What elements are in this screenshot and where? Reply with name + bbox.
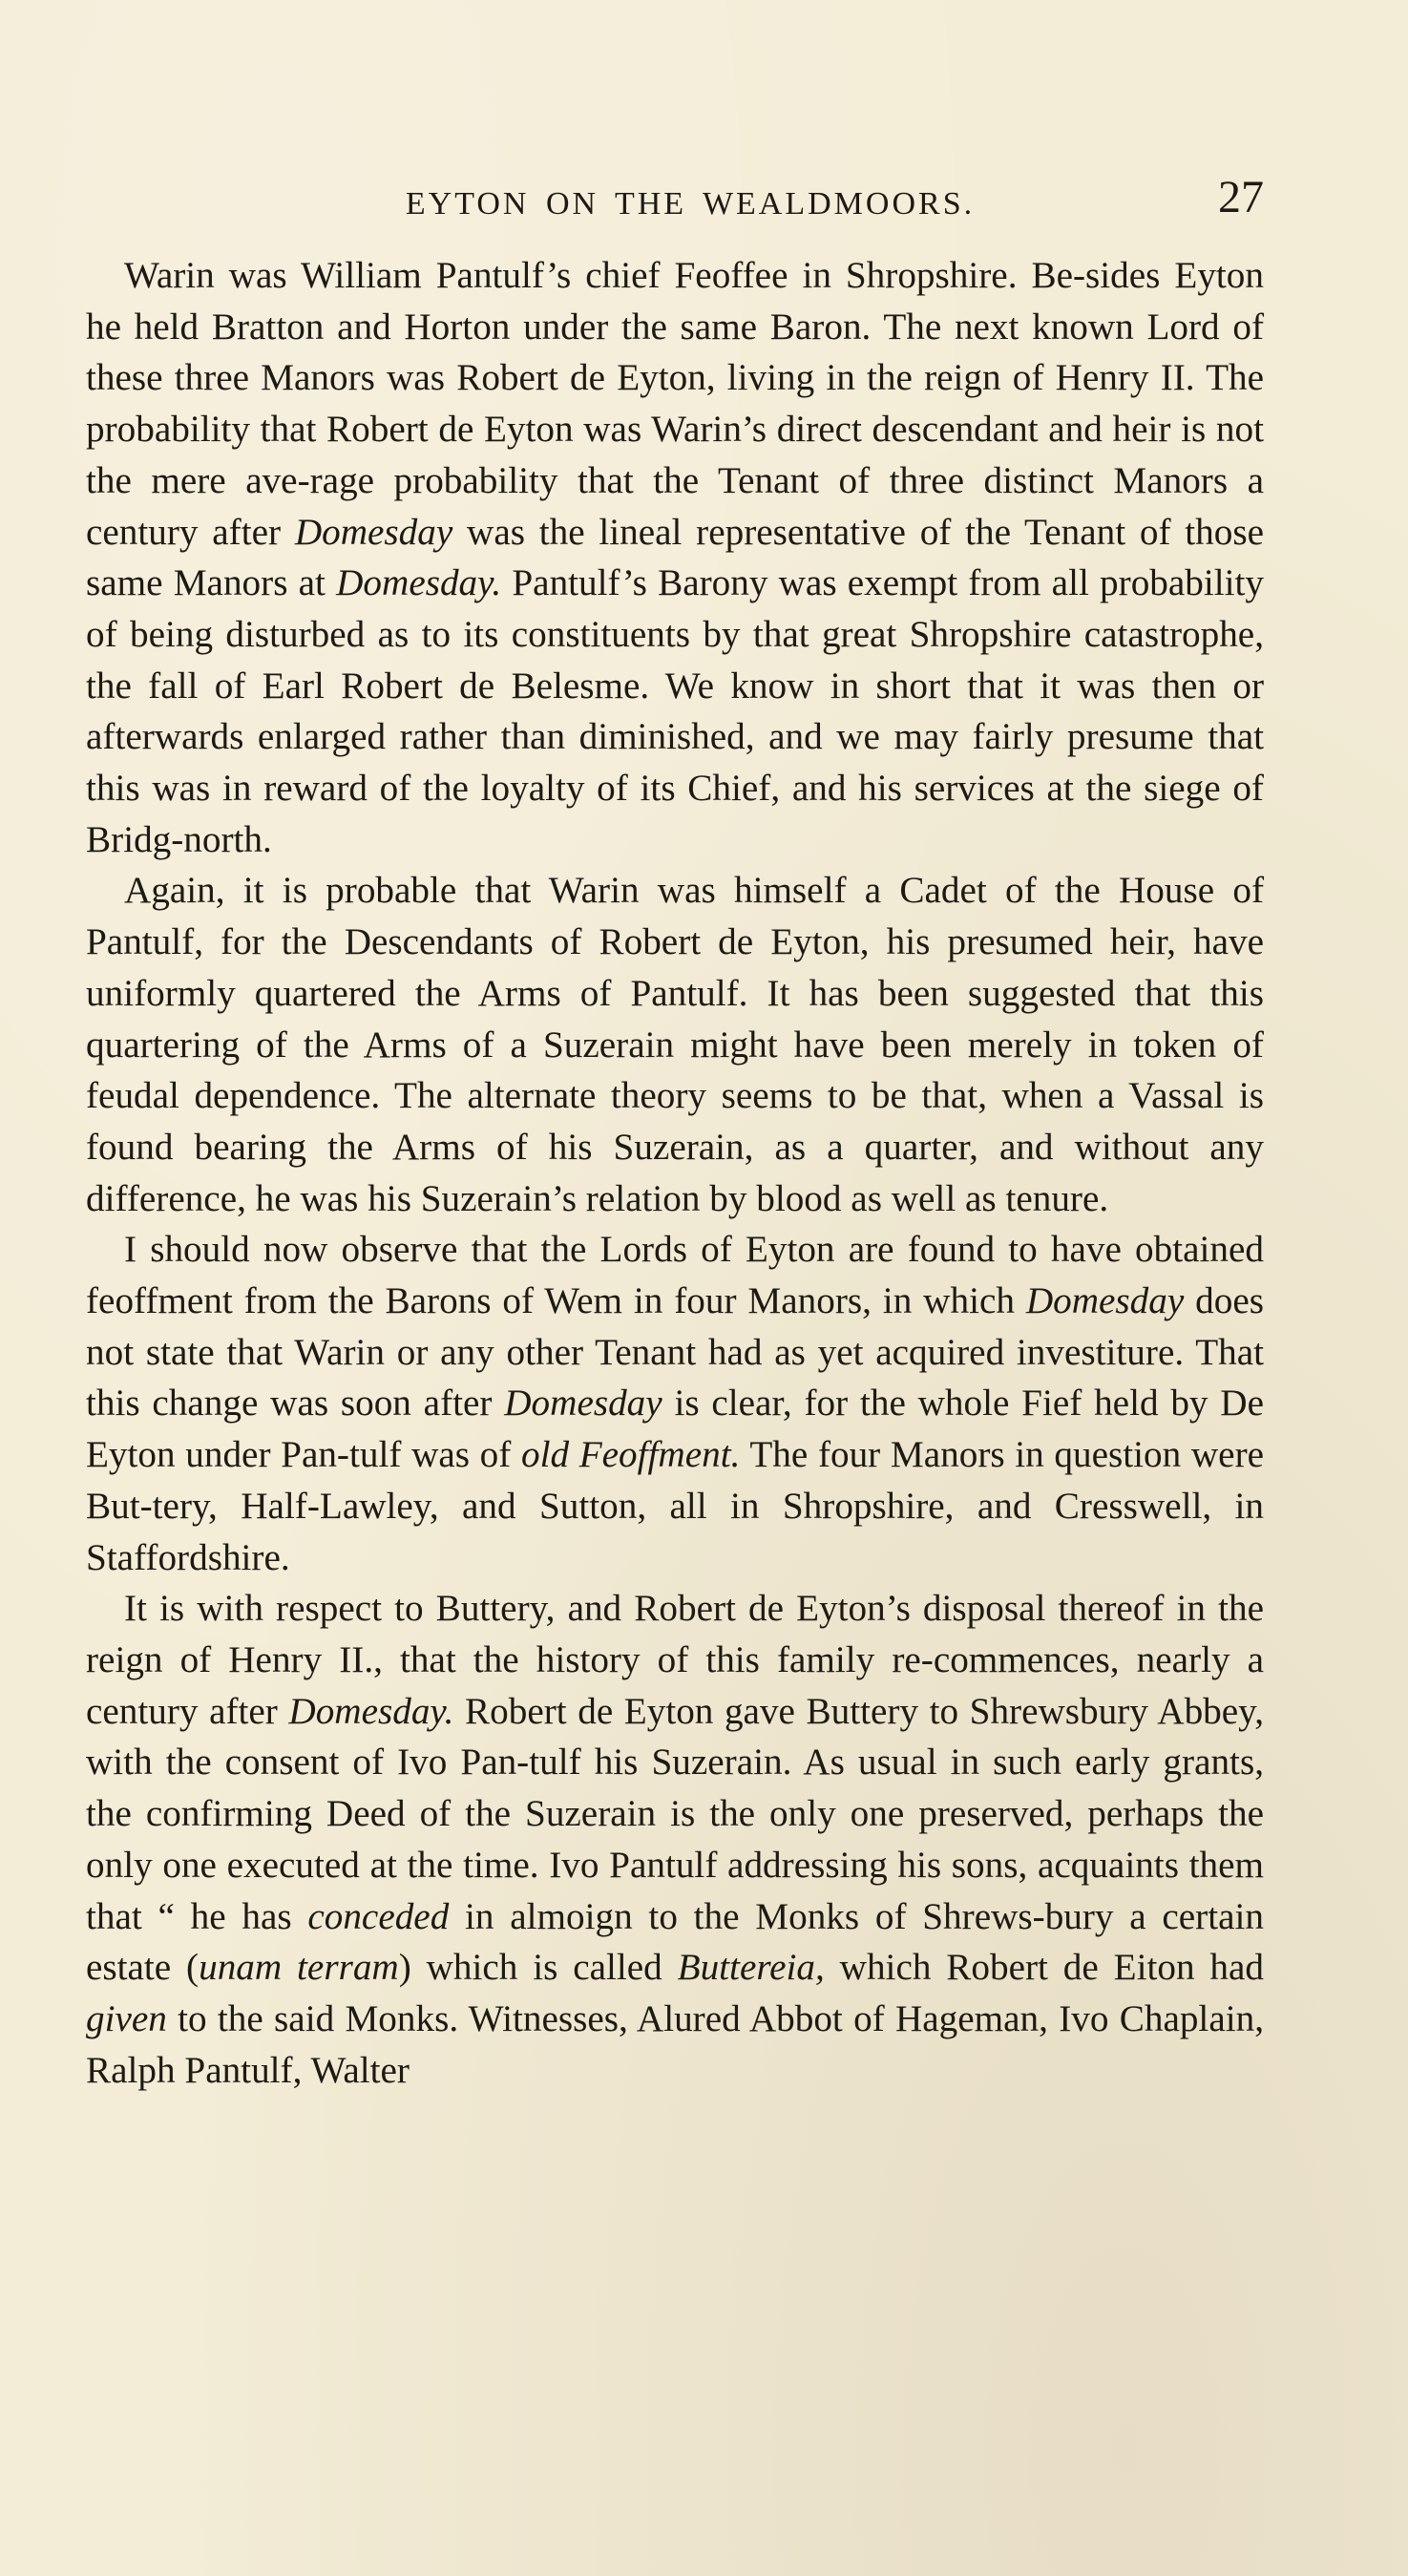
text-span: I should now observe that the Lords of Eyton are found to have obtained feoffment from the Barons of Wem in four Manors, in which [86, 1229, 1264, 1322]
text-span: Again, it is probable that Warin was himself a Cadet of the House of Pantulf, for the Descendants of Robert de Eyton, his presumed heir, have uniformly quartered the Arms of Pantulf. It has been suggested that this quartering of the Arms of a Suzerain might have been merely in token of feudal dependence. The alternate theory seems to be that, when a Vassal is found bearing the Arms of his Suzerain, as a quarter, and without any difference, he was his Suzerain’s relation by blood as well as tenure. [86, 870, 1264, 1219]
running-head [116, 172, 1264, 232]
italic-span: Domesday. [288, 1690, 454, 1732]
italic-span: Buttereia, [677, 1947, 825, 1989]
italic-span: unam terram [199, 1947, 399, 1989]
text-span: Warin was William Pantulf’s chief Feoffee in Shropshire. Be-sides Eyton he held Bratton and Horton under the same Baron. The next known Lord of these three Manors was Robert de Eyton, living in the reign of Henry II. The probability that Robert de Eyton was Warin’s direct descendant and heir is not the mere ave-rage probability that the Tenant of three distinct Manors a century after [86, 255, 1264, 553]
italic-span: Domesday [294, 511, 453, 553]
italic-span: old Feoffment. [520, 1434, 741, 1476]
italic-span: Domesday. [336, 562, 502, 604]
page-number: 27 [1218, 172, 1264, 222]
text-span: ) which is called [398, 1947, 678, 1989]
paragraph [86, 1583, 1264, 2096]
italic-span: Domesday [1025, 1280, 1185, 1322]
text-span: is clear, for the whole Fief held by De Eyton under Pan-tulf was of [86, 1383, 1264, 1476]
text-span: was the lineal representative of the Tenant of those same Manors at [86, 511, 1265, 604]
paragraph [86, 1224, 1264, 1583]
paragraph [86, 250, 1264, 865]
text-span: in almoign to the Monks of Shrews-bury a certain estate ( [86, 1895, 1264, 1989]
italic-span: conceded [307, 1895, 450, 1937]
italic-span: Domesday [504, 1383, 662, 1425]
text-span: It is with respect to Buttery, and Robert de Eyton’s disposal thereof in the reign of Henry II., that the history of this family re-commences, nearly a century after [86, 1588, 1264, 1732]
text-span: Robert de Eyton gave Buttery to Shrewsbury Abbey, with the consent of Ivo Pan-tulf his Suzerain. As usual in such early grants, the confirming Deed of the Suzerain is the only one preserved, perhaps the only one executed at the time. Ivo Pantulf addressing his sons, acquaints them that “ he has [86, 1690, 1264, 1937]
text-span: which Robert de Eiton had [824, 1947, 1264, 1989]
text-span: to the said Monks. Witnesses, Alured Abbot of Hageman, Ivo Chaplain, Ralph Pantulf, Walter [86, 1997, 1264, 2091]
paragraph [86, 865, 1264, 1224]
italic-span: given [86, 1997, 167, 2039]
running-title: EYTON ON THE WEALDMOORS. [405, 186, 976, 222]
text-span: Pantulf’s Barony was exempt from all probability of being disturbed as to its constituents by that great Shropshire catastrophe, the fall of Earl Robert de Belesme. We know in short that it was then or afterwards enlarged rather than diminished, and we may fairly presume that this was in reward of the loyalty of its Chief, and his services at the siege of Bridg-north. [86, 562, 1265, 860]
text-span: The four Manors in question were But-tery, Half-Lawley, and Sutton, all in Shropshire, and Cresswell, in Staffordshire. [86, 1434, 1265, 1578]
body-text [86, 250, 1264, 2096]
text-span: does not state that Warin or any other Tenant had as yet acquired investiture. That this change was soon after [86, 1280, 1264, 1425]
